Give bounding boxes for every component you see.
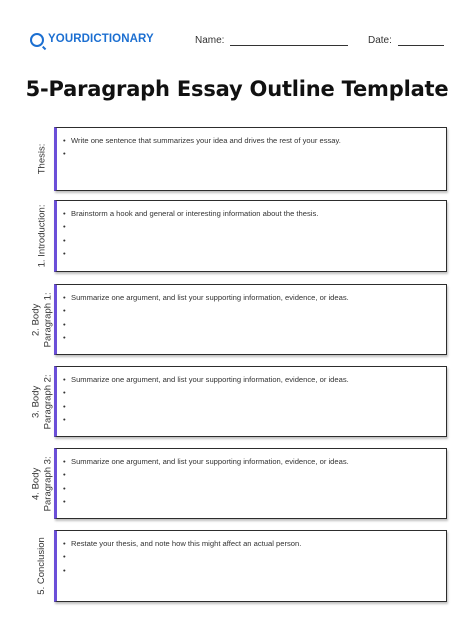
bullet-icon: •	[63, 209, 66, 218]
list-item[interactable]	[63, 331, 446, 344]
logo-text-your: YOUR	[48, 33, 82, 46]
section-label-line: Paragraph 2:	[42, 374, 53, 429]
name-label: Name:	[195, 35, 225, 46]
magnifier-logo-icon	[30, 33, 44, 47]
yourdictionary-logo	[30, 33, 154, 47]
list-item[interactable]	[63, 564, 446, 577]
section-label	[30, 127, 54, 191]
bullet-icon: •	[63, 149, 66, 159]
bullet-icon: •	[63, 470, 66, 480]
list-item	[63, 373, 446, 386]
list-item[interactable]	[63, 482, 446, 495]
section-thesis	[30, 127, 447, 191]
bullet-icon: •	[63, 565, 66, 575]
section-label-line: 5. Conclusion	[36, 537, 48, 595]
list-item[interactable]	[63, 234, 446, 247]
name-blank-line[interactable]	[230, 35, 348, 46]
name-field[interactable]	[195, 35, 348, 46]
section-label-text	[30, 456, 54, 511]
bullet-icon: •	[63, 306, 66, 316]
writing-box[interactable]	[54, 448, 447, 519]
list-item	[63, 455, 446, 468]
list-item[interactable]	[63, 495, 446, 508]
section-label-text	[36, 144, 48, 175]
prompt-text: Summarize one argument, and list your supporting information, evidence, or ideas.	[71, 293, 349, 302]
bullet-icon: •	[63, 388, 66, 398]
bullet-icon: •	[63, 136, 66, 145]
section-label-line: Thesis:	[36, 143, 48, 175]
bullet-icon: •	[63, 375, 66, 384]
bullet-list	[57, 201, 446, 261]
writing-box[interactable]	[54, 200, 447, 272]
prompt-text: Write one sentence that summarizes your idea and drives the rest of your essay.	[71, 136, 341, 145]
bullet-icon: •	[63, 539, 66, 548]
section-label	[30, 530, 54, 602]
section-label-line: Paragraph 3:	[42, 456, 53, 511]
section-label	[30, 448, 54, 519]
bullet-list	[57, 531, 446, 577]
list-item[interactable]	[63, 413, 446, 426]
section-label-line: 2. Body	[30, 303, 42, 336]
list-item[interactable]	[63, 400, 446, 413]
date-blank-line[interactable]	[398, 35, 444, 46]
bullet-icon: •	[63, 249, 66, 259]
section-body-paragraph-1	[30, 284, 447, 355]
list-item[interactable]	[63, 220, 446, 233]
bullet-icon: •	[63, 293, 66, 302]
bullet-icon: •	[63, 333, 66, 343]
date-label: Date:	[368, 35, 392, 46]
bullet-icon: •	[63, 483, 66, 493]
writing-box[interactable]	[54, 284, 447, 355]
bullet-icon: •	[63, 552, 66, 562]
bullet-icon: •	[63, 235, 66, 245]
bullet-list	[57, 285, 446, 345]
bullet-list	[57, 449, 446, 509]
section-label-text	[30, 292, 54, 347]
page-title: 5-Paragraph Essay Outline Template	[25, 77, 449, 101]
list-item	[63, 291, 446, 304]
section-body-paragraph-3	[30, 448, 447, 519]
bullet-list	[57, 128, 446, 161]
list-item[interactable]	[63, 147, 446, 160]
bullet-icon: •	[63, 222, 66, 232]
section-label-text	[36, 537, 48, 595]
section-body-paragraph-2	[30, 366, 447, 437]
section-label-line: 1. Introduction:	[36, 204, 48, 268]
list-item[interactable]	[63, 247, 446, 260]
prompt-text: Restate your thesis, and note how this might affect an actual person.	[71, 539, 302, 548]
bullet-icon: •	[63, 415, 66, 425]
list-item	[63, 134, 446, 147]
prompt-text: Summarize one argument, and list your supporting information, evidence, or ideas.	[71, 375, 349, 384]
writing-box[interactable]	[54, 366, 447, 437]
section-label	[30, 366, 54, 437]
date-field[interactable]	[368, 35, 444, 46]
writing-box[interactable]	[54, 127, 447, 191]
section-label-line: 4. Body	[30, 467, 42, 500]
section-introduction	[30, 200, 447, 272]
prompt-text: Brainstorm a hook and general or interesting information about the thesis.	[71, 209, 319, 218]
bullet-icon: •	[63, 497, 66, 507]
list-item	[63, 537, 446, 550]
section-label-text	[30, 374, 54, 429]
list-item[interactable]	[63, 304, 446, 317]
section-label-line: Paragraph 1:	[42, 292, 53, 347]
section-label	[30, 284, 54, 355]
list-item[interactable]	[63, 468, 446, 481]
writing-box[interactable]	[54, 530, 447, 602]
logo-text-dictionary: DICTIONARY	[81, 33, 154, 46]
bullet-icon: •	[63, 401, 66, 411]
bullet-list	[57, 367, 446, 427]
section-label-text	[36, 205, 48, 268]
prompt-text: Summarize one argument, and list your supporting information, evidence, or ideas.	[71, 457, 349, 466]
section-conclusion	[30, 530, 447, 602]
logo-wordmark	[48, 34, 154, 46]
list-item[interactable]	[63, 386, 446, 399]
bullet-icon: •	[63, 319, 66, 329]
list-item	[63, 207, 446, 220]
section-label-line: 3. Body	[30, 385, 42, 418]
list-item[interactable]	[63, 550, 446, 563]
section-label	[30, 200, 54, 272]
list-item[interactable]	[63, 318, 446, 331]
bullet-icon: •	[63, 457, 66, 466]
